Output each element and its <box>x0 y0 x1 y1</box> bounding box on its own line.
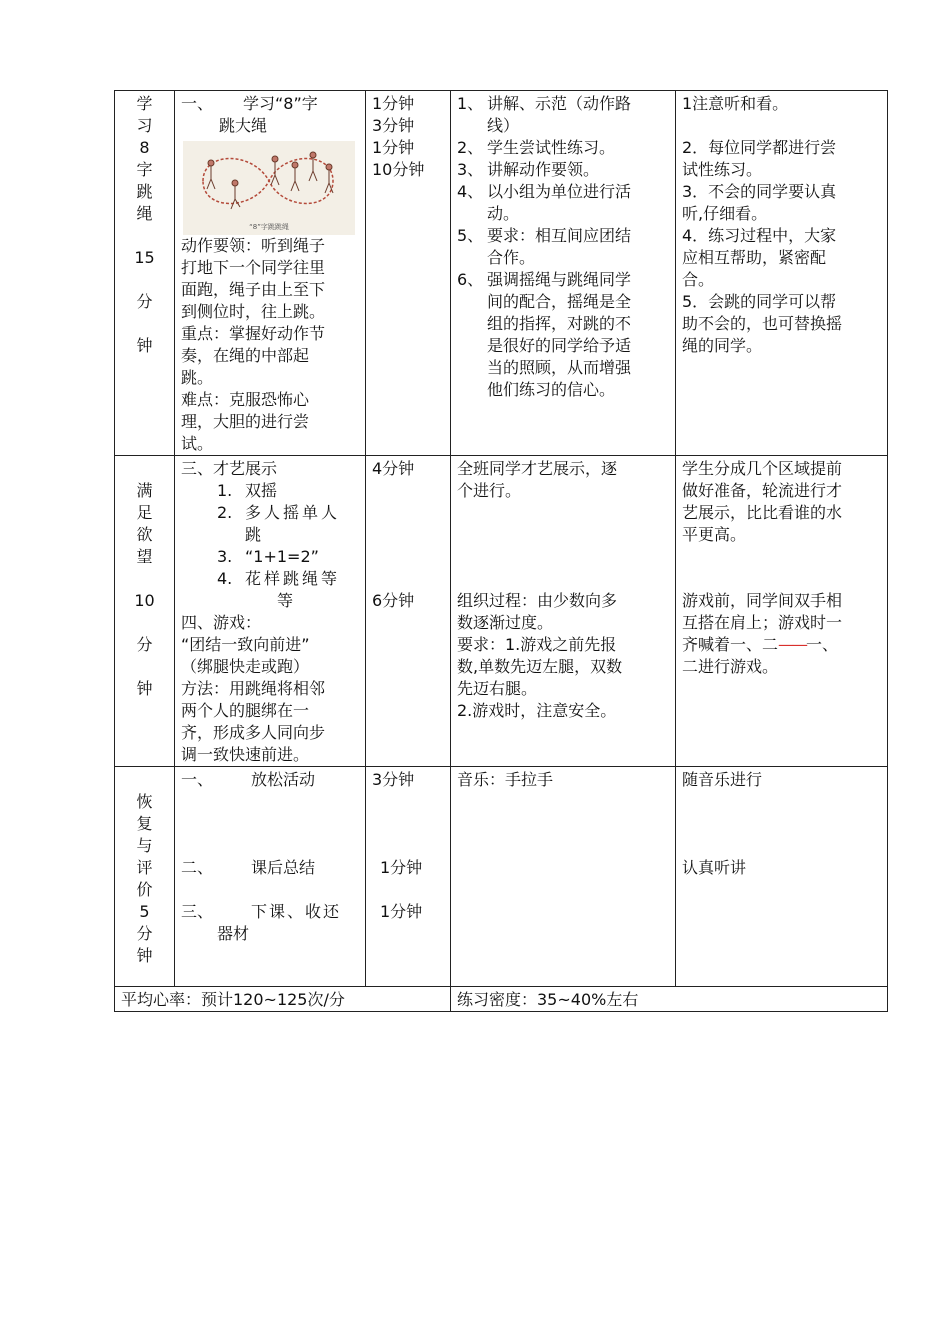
student-line: 平更高。 <box>682 525 747 544</box>
step-line: 间的配合，摇绳是全 <box>487 292 632 311</box>
list-item <box>181 769 359 791</box>
teacher-line: 全班同学才艺展示，逐 <box>457 459 618 478</box>
figure-caption: “8”字跳跳绳 <box>249 223 289 231</box>
content-line: 难点：克服恐怖心 <box>181 390 310 409</box>
content-cell <box>175 767 366 987</box>
step-line: 动。 <box>487 204 520 223</box>
teacher-activity-cell <box>451 91 676 456</box>
item-text: 花样跳绳等 <box>245 569 341 588</box>
item-text: 多人摇单人 <box>245 503 341 522</box>
table-row-satisfy <box>115 456 888 767</box>
step-line: 强调摇绳与跳绳同学 <box>487 270 632 289</box>
content-cell <box>175 456 366 767</box>
time-value: 10分钟 <box>372 160 425 179</box>
stage-char: 欲 <box>136 525 153 544</box>
student-line: 随音乐进行 <box>682 770 763 789</box>
stage-gap <box>121 269 168 291</box>
stage-gap <box>121 225 168 247</box>
student-line <box>682 634 881 656</box>
student-line: 二进行游戏。 <box>682 657 779 676</box>
student-line: 听,仔细看。 <box>682 204 768 223</box>
list-number: 三、 <box>181 902 214 921</box>
spacer <box>457 502 669 590</box>
stage-char: 学 <box>136 94 153 113</box>
list-number: 一、 <box>181 770 214 789</box>
list-number: 6、 <box>457 270 484 289</box>
student-line: 互搭在肩上；游戏时一 <box>682 613 843 632</box>
content-line: 两个人的腿绑在一 <box>181 701 310 720</box>
student-text: 一、 <box>806 635 839 654</box>
list-number: 二、 <box>181 858 214 877</box>
stage-cell <box>115 767 175 987</box>
stage-duration: 5 <box>139 902 150 921</box>
content-line: 奏，在绳的中部起 <box>181 346 310 365</box>
stage-char: 字 <box>136 160 153 179</box>
content-line: 理，大胆的进行尝 <box>181 412 310 431</box>
stage-char: 与 <box>136 836 153 855</box>
spacer <box>682 791 881 857</box>
table-row-recover <box>115 767 888 987</box>
stage-char: 分 <box>136 292 153 311</box>
content-line: 齐，形成多人同向步 <box>181 723 326 742</box>
time-value: 4分钟 <box>372 459 415 478</box>
stage-gap <box>121 612 168 634</box>
step-line: 是很好的同学给予适 <box>487 336 632 355</box>
item-text: 放松活动 <box>251 770 316 789</box>
stage-char: 习 <box>136 116 153 135</box>
student-line: 4．练习过程中，大家 <box>682 226 837 245</box>
content-cell <box>175 91 366 456</box>
list-item <box>181 901 359 923</box>
stage-char: 足 <box>136 503 153 522</box>
student-line: 2．每位同学都进行尝 <box>682 138 837 157</box>
student-activity-cell <box>676 456 888 767</box>
time-value: 1分钟 <box>372 138 415 157</box>
item-text: 跳 <box>245 525 262 544</box>
spacer <box>372 480 444 590</box>
teacher-step <box>457 93 669 137</box>
list-item <box>181 546 359 568</box>
density-text: 练习密度：35~40%左右 <box>457 990 639 1009</box>
step-line: 组的指挥，对跳的不 <box>487 314 632 333</box>
stage-char: 钟 <box>136 679 153 698</box>
list-number: 4、 <box>457 182 484 201</box>
step-line: 讲解动作要领。 <box>487 160 600 179</box>
stage-char: 跳 <box>136 182 153 201</box>
figure-eight-rope-image <box>183 141 355 235</box>
stage-char: 满 <box>136 481 153 500</box>
stage-gap <box>121 568 168 590</box>
student-line: 试性练习。 <box>682 160 763 179</box>
step-line: 以小组为单位进行活 <box>487 182 632 201</box>
spacer <box>682 115 881 137</box>
stage-duration: 15 <box>134 248 155 267</box>
list-item <box>181 568 359 612</box>
stage-char: 分 <box>136 924 153 943</box>
teacher-step <box>457 269 669 401</box>
student-line: 艺展示，比比看谁的水 <box>682 503 843 522</box>
jump-rope-illustration <box>183 141 355 235</box>
content-title-text: 跳大绳 <box>219 116 268 135</box>
list-number: 1、 <box>457 94 484 113</box>
content-title-text: 学习“8”字 <box>243 94 318 113</box>
spacer <box>181 791 359 857</box>
time-value: 3分钟 <box>372 770 415 789</box>
spacer <box>682 546 881 590</box>
stage-char: 评 <box>136 858 153 877</box>
stage-char: 分 <box>136 635 153 654</box>
time-cell <box>366 456 451 767</box>
student-line: 5．会跳的同学可以帮 <box>682 292 837 311</box>
time-value: 3分钟 <box>372 116 415 135</box>
item-text: 双摇 <box>245 481 278 500</box>
time-cell <box>366 767 451 987</box>
teacher-line: 2.游戏时，注意安全。 <box>457 701 617 720</box>
stage-char: 复 <box>136 814 153 833</box>
student-line: 游戏前，同学间双手相 <box>682 591 843 610</box>
teacher-step <box>457 181 669 225</box>
game-note: （绑腿快走或跑） <box>181 657 310 676</box>
teacher-line: 先迈右腿。 <box>457 679 538 698</box>
stage-char: 8 <box>139 138 150 157</box>
spacer <box>181 879 359 901</box>
time-value: 6分钟 <box>372 591 415 610</box>
time-value: 1分钟 <box>380 902 423 921</box>
content-line: 方法：用跳绳将相邻 <box>181 679 326 698</box>
stage-gap <box>121 313 168 335</box>
stage-char: 钟 <box>136 946 153 965</box>
list-item <box>181 502 359 546</box>
section-heading: 三、才艺展示 <box>181 459 278 478</box>
stage-gap <box>121 656 168 678</box>
red-dash: —— <box>778 635 807 654</box>
item-text: 下课、收还 <box>251 902 342 921</box>
spacer <box>372 791 444 857</box>
teacher-step <box>457 159 669 181</box>
time-value: 1分钟 <box>380 858 423 877</box>
student-line: 绳的同学。 <box>682 336 763 355</box>
lesson-plan-table <box>114 90 888 1012</box>
time-value: 1分钟 <box>372 94 415 113</box>
list-item <box>181 480 359 502</box>
student-activity-cell <box>676 91 888 456</box>
stage-char: 恢 <box>136 792 153 811</box>
stage-gap <box>121 458 168 480</box>
stage-char: 价 <box>136 880 153 899</box>
item-text: 课后总结 <box>251 858 316 877</box>
heart-rate-text: 平均心率：预计120~125次/分 <box>121 990 345 1009</box>
stage-duration: 10 <box>134 591 155 610</box>
item-text: “1+1=2” <box>245 547 319 566</box>
student-line: 应相互帮助，紧密配 <box>682 248 827 267</box>
step-line: 线） <box>487 116 520 135</box>
student-activity-cell <box>676 767 888 987</box>
list-number: 3、 <box>457 160 484 179</box>
table-row-learn <box>115 91 888 456</box>
item-text: 器材 <box>217 924 250 943</box>
list-number: 3. <box>217 547 233 566</box>
list-number: 1. <box>217 481 233 500</box>
list-number: 4. <box>217 569 233 588</box>
section-heading: 四、游戏： <box>181 613 262 632</box>
content-line: 重点：掌握好动作节 <box>181 324 326 343</box>
content-line: 到侧位时，往上跳。 <box>181 302 326 321</box>
list-number: 2. <box>217 503 233 522</box>
student-line: 1注意听和看。 <box>682 94 789 113</box>
content-line: 调一致快速前进。 <box>181 745 310 764</box>
item-text: 等 <box>277 591 294 610</box>
student-line: 3．不会的同学要认真 <box>682 182 837 201</box>
step-line: 合作。 <box>487 248 536 267</box>
student-line: 认真听讲 <box>682 858 747 877</box>
stage-char: 绳 <box>136 204 153 223</box>
stage-cell <box>115 456 175 767</box>
content-line: 打地下一个同学往里 <box>181 258 326 277</box>
content-title <box>181 93 359 115</box>
teacher-line: 组织过程：由少数向多 <box>457 591 618 610</box>
step-line: 他们练习的信心。 <box>487 380 616 399</box>
stage-gap <box>121 769 168 791</box>
teacher-line: 要求：1.游戏之前先报 <box>457 635 617 654</box>
teacher-line: 数逐渐过度。 <box>457 613 554 632</box>
step-line: 讲解、示范（动作路 <box>487 94 632 113</box>
heart-rate-cell <box>115 987 451 1012</box>
table-row-footer <box>115 987 888 1012</box>
student-text: 齐喊着一、二 <box>682 635 779 654</box>
step-line: 要求：相互间应团结 <box>487 226 632 245</box>
student-line: 学生分成几个区域提前 <box>682 459 843 478</box>
content-line: 面跑，绳子由上至下 <box>181 280 326 299</box>
teacher-step <box>457 137 669 159</box>
content-line: 试。 <box>181 434 214 453</box>
student-line: 助不会的，也可替换摇 <box>682 314 843 333</box>
content-line: 动作要领：听到绳子 <box>181 236 326 255</box>
density-cell <box>451 987 888 1012</box>
list-number: 2、 <box>457 138 484 157</box>
list-item <box>181 857 359 879</box>
spacer <box>372 879 444 901</box>
teacher-line: 音乐：手拉手 <box>457 770 554 789</box>
stage-char: 望 <box>136 547 153 566</box>
teacher-activity-cell <box>451 767 676 987</box>
stage-char: 钟 <box>136 336 153 355</box>
student-line: 做好准备，轮流进行才 <box>682 481 843 500</box>
step-line: 学生尝试性练习。 <box>487 138 616 157</box>
teacher-step <box>457 225 669 269</box>
teacher-activity-cell <box>451 456 676 767</box>
teacher-line: 个进行。 <box>457 481 522 500</box>
list-number: 5、 <box>457 226 484 245</box>
game-name: “团结一致向前进” <box>181 635 310 654</box>
stage-cell <box>115 91 175 456</box>
time-cell <box>366 91 451 456</box>
teacher-line: 数,单数先迈左腿，双数 <box>457 657 623 676</box>
content-line: 跳。 <box>181 368 214 387</box>
student-line: 合。 <box>682 270 715 289</box>
list-number: 一、 <box>181 94 214 113</box>
step-line: 当的照顾，从而增强 <box>487 358 632 377</box>
